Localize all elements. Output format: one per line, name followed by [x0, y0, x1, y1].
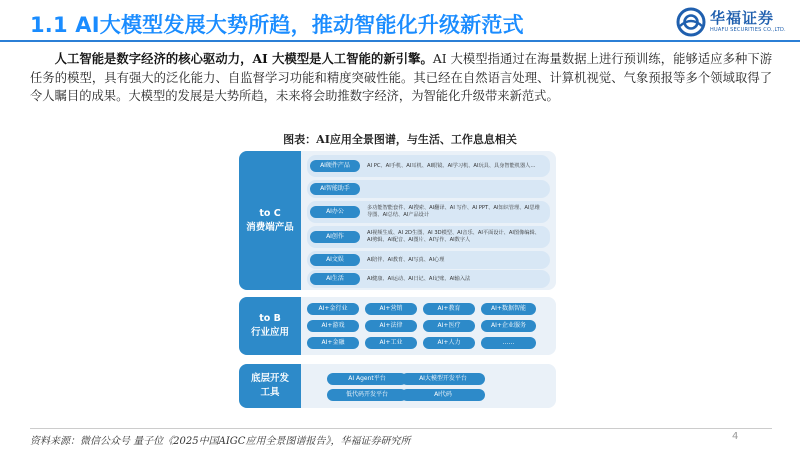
- to-c-label-line2: 消费端产品: [246, 221, 294, 233]
- to-c-label: [239, 151, 301, 290]
- to-c-label-line1: to C: [259, 207, 281, 219]
- logo-name-cn: 华福证券: [710, 9, 775, 27]
- to-c-row: [307, 270, 550, 288]
- category-description: AI陪伴、AI教育、AI写真、AI心理: [367, 256, 445, 263]
- category-chip: AI生活: [310, 273, 360, 285]
- huafu-logo-icon: [676, 7, 706, 37]
- platform-pill: 低代码开发平台: [327, 389, 407, 401]
- dev-tools-panel: [239, 364, 556, 408]
- industry-pill: AI+法律: [365, 320, 417, 332]
- industry-pill: AI+医疗: [423, 320, 475, 332]
- category-chip: AI硬件产品: [310, 160, 360, 172]
- category-description: AI PC、AI手机、AI耳机、AI眼镜、AI学习机、AI玩具、具身智能机器人…: [367, 162, 536, 169]
- to-c-row: [307, 201, 550, 223]
- industry-pill: AI+营销: [365, 303, 417, 315]
- to-c-row: [307, 180, 550, 198]
- to-b-label-line1: to B: [259, 313, 281, 324]
- category-description: 多功能智能套件、AI搜索、AI翻译、AI 写作、AI PPT、AI知识管理、AI思维导图、AI总结、AI产品设计: [367, 205, 540, 218]
- source-note: 资料来源：微信公众号 量子位《2025中国AIGC应用全景图谱报告》，华福证券研究所: [30, 436, 411, 447]
- header-divider: [0, 40, 800, 42]
- intro-lead: 人工智能是数字经济的核心驱动力，AI 大模型是人工智能的新引擎。: [54, 51, 433, 66]
- industry-pill: AI+企业服务: [481, 320, 536, 332]
- industry-pill: AI+游戏: [307, 320, 359, 332]
- category-chip: AI办公: [310, 206, 360, 218]
- slide-title: 1.1 AI大模型发展大势所趋，推动智能化升级新范式: [30, 13, 524, 37]
- category-description: AI视频生成、AI 2D生图、AI 3D模型、AI音乐、AI平面设计、AI图像编辑、AI剪辑、AI配音、AI图片、AI写作、AI数字人: [367, 230, 540, 243]
- to-b-label: [239, 297, 301, 355]
- industry-pill: AI+金行业: [307, 303, 359, 315]
- to-c-row: [307, 226, 550, 248]
- category-chip: AI文娱: [310, 254, 360, 266]
- industry-pill: AI+工业: [365, 337, 417, 349]
- company-logo: [676, 4, 794, 38]
- category-description: AI健康、AI运动、AI日记、AI记账、AI输入法: [367, 275, 471, 282]
- platform-pill: AI Agent平台: [327, 373, 407, 385]
- to-b-panel: [239, 297, 556, 355]
- industry-pill: AI+教育: [423, 303, 475, 315]
- platform-pill: AI大模型开发平台: [401, 373, 485, 385]
- dev-tools-label: [239, 364, 301, 408]
- platform-pill: AI代码: [401, 389, 485, 401]
- category-description: [367, 180, 544, 198]
- to-c-row: [307, 155, 550, 177]
- intro-paragraph: [30, 50, 772, 106]
- to-c-panel: [239, 151, 556, 290]
- intro-body: AI 大模型指通过在海量数据上进行预训练，能够适应多种下游任务的模型，具有强大的泛化能力、自监督学习功能和精度突破性能。其已经在自然语言处理、计算机视觉、气象预报等多个领域取得了令人瞩目的成果。大模型的发展是大势所趋，未来将会助推数字经济，为智能化升级带来新范式。: [30, 52, 772, 103]
- slide-header: [0, 0, 800, 44]
- industry-pill: ……: [481, 337, 536, 349]
- industry-pill: AI+金融: [307, 337, 359, 349]
- category-chip: AI智能助手: [310, 183, 360, 195]
- logo-name-en: HUAFU SECURITIES CO.,LTD.: [710, 27, 786, 33]
- to-b-label-line2: 行业应用: [250, 327, 289, 338]
- to-c-row: [307, 251, 550, 269]
- dev-tools-label-line2: 工具: [260, 387, 280, 398]
- industry-pill: AI+数据智能: [481, 303, 536, 315]
- dev-tools-label-line1: 底层开发: [250, 373, 289, 384]
- industry-pill: AI+人力: [423, 337, 475, 349]
- figure-title: 图表：AI应用全景图谱，与生活、工作息息相关: [283, 133, 517, 146]
- footer-divider: [30, 428, 772, 429]
- category-chip: AI创作: [310, 231, 360, 243]
- page-number: 4: [732, 431, 739, 442]
